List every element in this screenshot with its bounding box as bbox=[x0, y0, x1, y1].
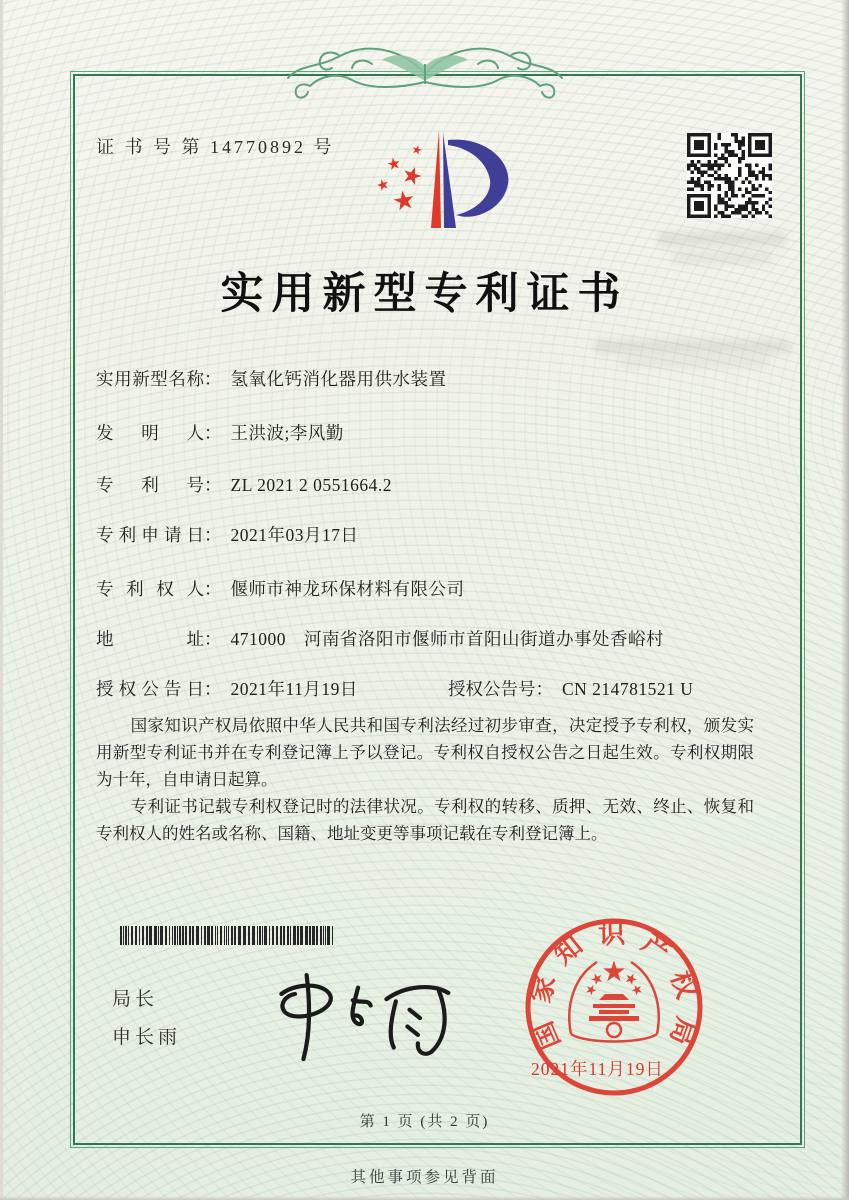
legal-paragraph-2: 专利证书记载专利权登记时的法律状况。专利权的转移、质押、无效、终止、恢复和专利权人的姓名或名称、国籍、地址变更等事项记载在专利登记簿上。 bbox=[96, 797, 754, 843]
field-patentee: 专利权人： 偃师市神龙环保材料有限公司 bbox=[96, 576, 766, 601]
signature-name: 申长雨 bbox=[112, 1027, 182, 1048]
field-label: 专利号 bbox=[96, 475, 204, 495]
signature-handwriting bbox=[252, 968, 462, 1064]
back-note: 其他事项参见背面 bbox=[350, 1169, 499, 1186]
field-label: 授权公告日 bbox=[96, 679, 204, 699]
show-through-smudge bbox=[672, 252, 772, 264]
field-value: CN 214781521 U bbox=[562, 679, 694, 699]
ornament-flourish-icon bbox=[272, 30, 578, 114]
scan-edge-left bbox=[0, 0, 3, 1200]
field-label: 地址 bbox=[96, 629, 204, 649]
show-through-smudge bbox=[658, 232, 786, 246]
certificate-number: 证 书 号 第 14770892 号 bbox=[96, 137, 335, 157]
field-address: 地址： 471000 河南省洛阳市偃师市首阳山街道办事处香峪村 bbox=[96, 626, 766, 651]
field-label: 实用新型名称 bbox=[96, 369, 204, 389]
field-value: 2021年03月17日 bbox=[230, 525, 359, 545]
field-inventors: 发明人： 王洪波;李风勤 bbox=[96, 420, 766, 445]
scan-edge-right bbox=[841, 0, 849, 1200]
field-value: ZL 2021 2 0551664.2 bbox=[230, 475, 392, 495]
seal-date: 2021年11月19日 bbox=[531, 1059, 664, 1079]
field-filing-date: 专利申请日： 2021年03月17日 bbox=[96, 522, 766, 547]
legal-paragraph-1: 国家知识产权局依照中华人民共和国专利法经过初步审查，决定授予专利权，颁发实用新型专利证书并在专利登记簿上予以登记。专利权自授权公告之日起生效。专利权期限为十年，自申请日起算。 bbox=[96, 716, 754, 789]
field-label: 授权公告号 bbox=[448, 679, 536, 699]
field-grant-date: 授权公告日： 2021年11月19日 授权公告号： CN 214781521 U bbox=[96, 676, 766, 701]
show-through-smudge bbox=[594, 340, 790, 353]
certificate-title: 实用新型专利证书 bbox=[220, 271, 629, 318]
field-utility-model-name: 实用新型名称： 氢氧化钙消化器用供水装置 bbox=[96, 366, 766, 391]
show-through-smudge bbox=[620, 357, 770, 367]
national-emblem-icon bbox=[569, 961, 658, 1042]
seal-agency-text: 国家知识产权局 bbox=[525, 918, 702, 1054]
field-value: 偃师市神龙环保材料有限公司 bbox=[230, 579, 465, 599]
scan-edge-bottom bbox=[0, 1196, 849, 1200]
field-patent-number: 专利号： ZL 2021 2 0551664.2 bbox=[96, 472, 766, 497]
svg-text:国家知识产权局 bbox=[525, 919, 702, 1054]
field-label: 发明人 bbox=[96, 423, 204, 443]
field-value: 2021年11月19日 bbox=[230, 679, 358, 699]
field-value: 王洪波;李风勤 bbox=[230, 423, 344, 443]
field-label: 专利申请日 bbox=[96, 525, 204, 545]
barcode bbox=[120, 926, 338, 945]
page-number: 第 1 页 (共 2 页) bbox=[359, 1114, 490, 1130]
signature-role: 局长 bbox=[112, 989, 159, 1010]
field-value: 471000 河南省洛阳市偃师市首阳山街道办事处香峪村 bbox=[230, 629, 664, 649]
field-label: 专利权人 bbox=[96, 579, 204, 599]
field-grant-number: 授权公告号： CN 214781521 U bbox=[448, 679, 694, 699]
qr-code bbox=[687, 133, 772, 218]
field-value: 氢氧化钙消化器用供水装置 bbox=[230, 369, 447, 389]
cnipa-logo-icon bbox=[366, 128, 516, 232]
